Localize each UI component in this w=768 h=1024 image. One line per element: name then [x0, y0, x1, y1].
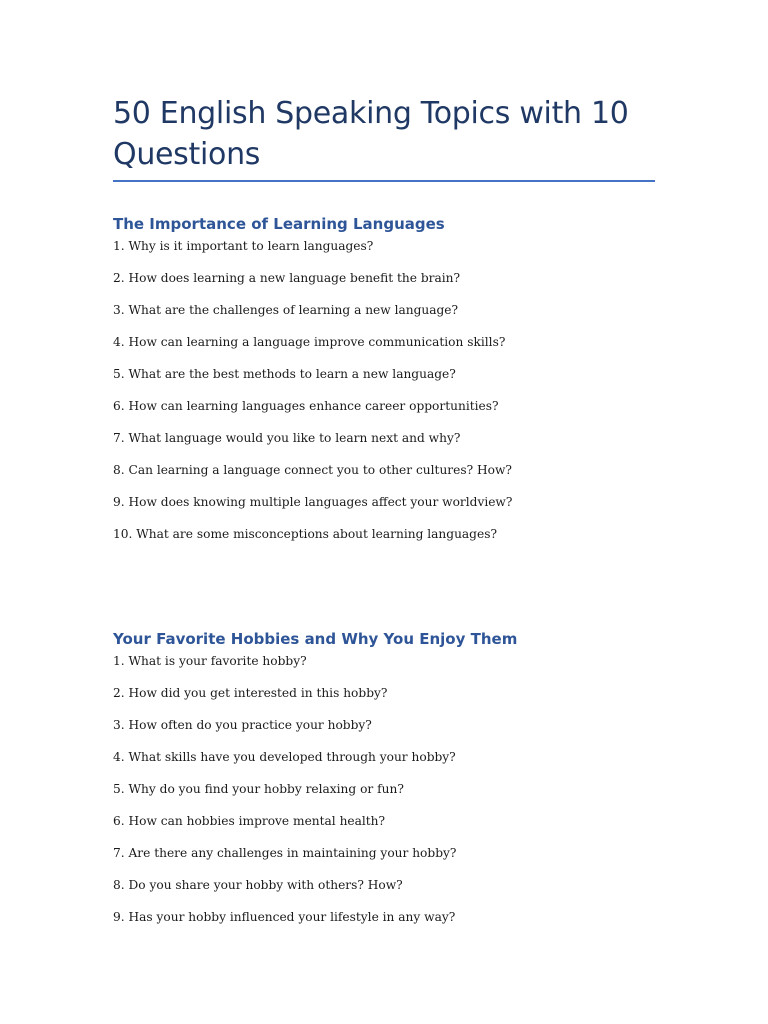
- question-item: 3. How often do you practice your hobby?: [113, 718, 372, 732]
- title-underline: [113, 180, 655, 182]
- question-item: 8. Can learning a language connect you to other cultures? How?: [113, 463, 512, 477]
- question-item: 6. How can learning languages enhance career opportunities?: [113, 399, 499, 413]
- section-heading-languages: The Importance of Learning Languages: [113, 215, 445, 233]
- question-item: 7. What language would you like to learn next and why?: [113, 431, 461, 445]
- question-item: 9. Has your hobby influenced your lifestyle in any way?: [113, 910, 456, 924]
- question-item: 6. How can hobbies improve mental health?: [113, 814, 386, 828]
- question-item: 9. How does knowing multiple languages affect your worldview?: [113, 495, 513, 509]
- question-item: 5. What are the best methods to learn a new language?: [113, 367, 456, 381]
- question-item: 1. What is your favorite hobby?: [113, 654, 307, 668]
- question-item: 4. How can learning a language improve communication skills?: [113, 335, 506, 349]
- question-item: 10. What are some misconceptions about learning languages?: [113, 527, 497, 541]
- document-title: 50 English Speaking Topics with 10 Questions: [113, 96, 629, 172]
- question-item: 1. Why is it important to learn languages?: [113, 239, 374, 253]
- question-item: 8. Do you share your hobby with others? How?: [113, 878, 403, 892]
- question-item: 5. Why do you find your hobby relaxing or fun?: [113, 782, 404, 796]
- question-item: 4. What skills have you developed through your hobby?: [113, 750, 456, 764]
- question-item: 2. How did you get interested in this hobby?: [113, 686, 388, 700]
- question-list-hobbies: [113, 652, 456, 940]
- question-item: 3. What are the challenges of learning a new language?: [113, 303, 459, 317]
- question-item: 7. Are there any challenges in maintaining your hobby?: [113, 846, 457, 860]
- question-item: 2. How does learning a new language benefit the brain?: [113, 271, 461, 285]
- section-heading-hobbies: Your Favorite Hobbies and Why You Enjoy Them: [113, 630, 518, 648]
- question-list-languages: [113, 237, 512, 557]
